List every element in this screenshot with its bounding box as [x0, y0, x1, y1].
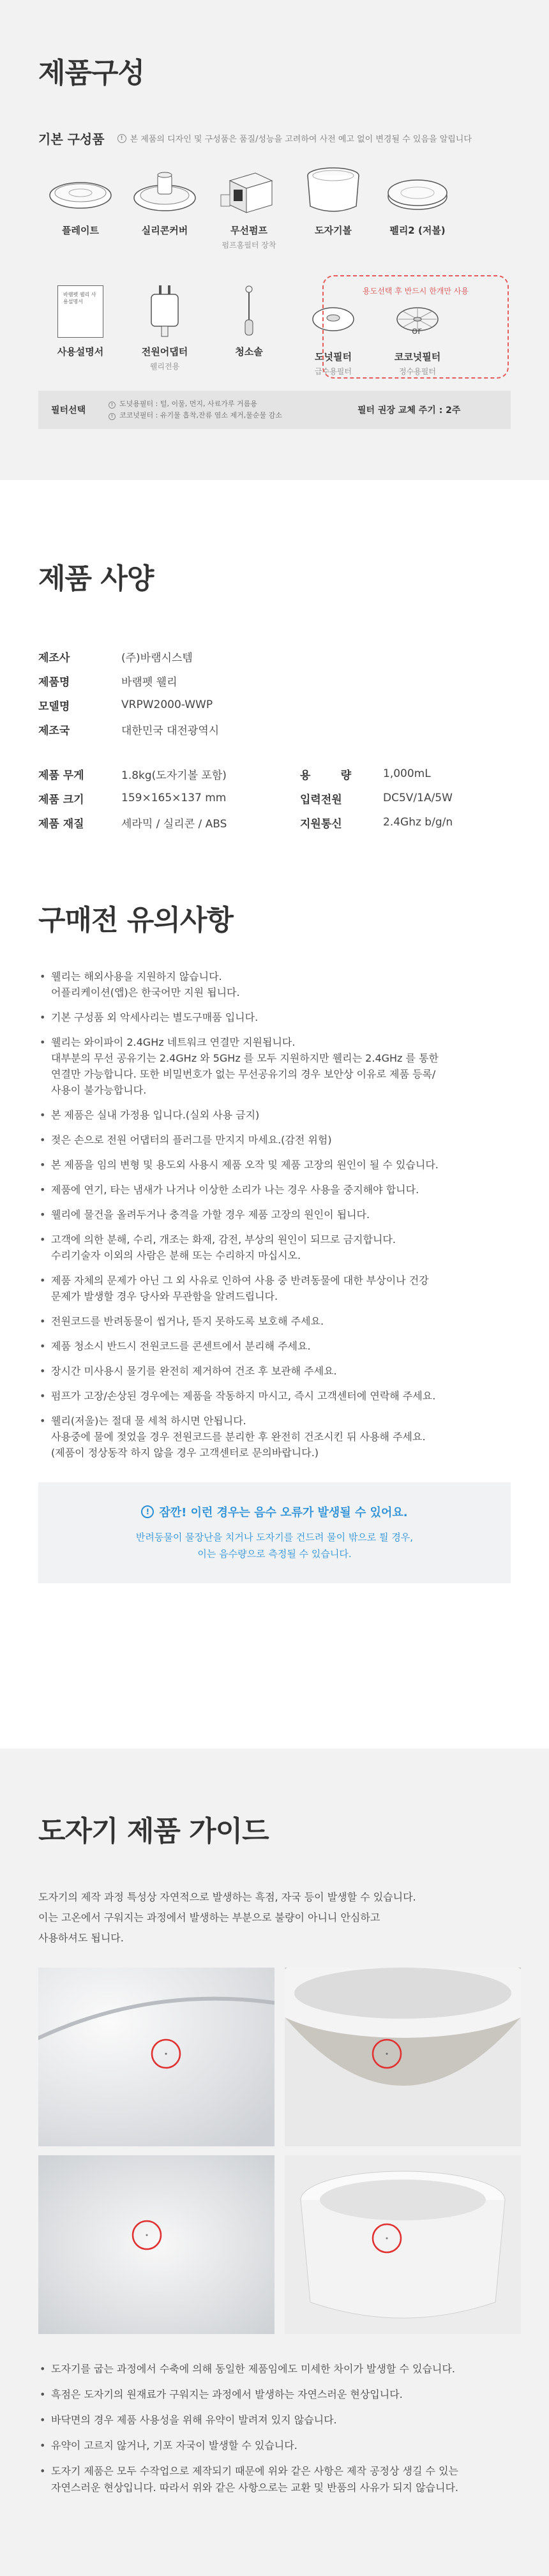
caution-alert-line: 이는 음수량으로 측정될 수 있습니다.: [197, 1548, 352, 1560]
spec-value: 바램펫 웰리: [121, 675, 177, 689]
alert-icon: !: [141, 1505, 154, 1518]
spec-value: 1,000mL: [383, 767, 431, 780]
spec-value: 2.4Ghz b/g/n: [383, 816, 453, 829]
caution-alert-title-text: 잠깐! 이런 경우는 음수 오류가 발생될 수 있어요.: [159, 1506, 408, 1519]
filter-selection-bar: [38, 391, 511, 429]
spec-row: [38, 762, 511, 786]
spec-value: 세라믹 / 실리콘 / ABS: [121, 817, 227, 831]
precaution-item: • 제품에 연기, 타는 냄새가 나거나 이상한 소리가 나는 경우 사용을 중지해야 합니다.: [38, 1182, 511, 1198]
spec-value: (주)바램시스템: [121, 651, 193, 665]
component-name: 무선펌프: [230, 225, 267, 236]
spec-title: 제품 사양: [38, 562, 154, 595]
composition-note-text: 본 제품의 디자인 및 구성품은 품질/성능을 고려하여 사전 예고 없이 변경될 수 있음을 알립니다: [130, 135, 472, 144]
filter-selection-label: 필터선택: [51, 405, 86, 416]
ceramic-guide-list: [38, 2361, 511, 2496]
spec-section: [0, 480, 549, 876]
spec-row: [38, 786, 511, 810]
spec-row: [38, 810, 511, 834]
spec-value: 159×165×137 mm: [121, 792, 227, 804]
plate-icon: [45, 160, 116, 221]
ceramic-guide-item: • 유약이 고르지 않거나, 기포 자국이 발생할 수 있습니다.: [38, 2437, 511, 2454]
precaution-item: • 제품 청소시 반드시 전원코드를 콘센트에서 분리해 주세요.: [38, 1338, 511, 1354]
filter-replacement-cycle: 필터 권장 교체 주기 : 2주: [357, 405, 461, 416]
composition-title: 제품구성: [38, 57, 145, 89]
ceramic-photo-2: [285, 1968, 521, 2146]
component-plate: [38, 160, 123, 250]
filter-note-donut-text: 도넛용필터 : 털, 이물, 먼지, 사료가루 거름용: [119, 400, 257, 408]
component-name: 실리콘커버: [141, 225, 188, 236]
component-silicone-cover: [123, 160, 207, 250]
caution-alert-line: 반려동물이 물장난을 치거나 도자기를 건드려 물이 밖으로 튈 경우,: [135, 1532, 414, 1543]
filter-choice-title: 용도선택 후 반드시 한개만 사용: [363, 287, 469, 296]
caution-alert-title: [141, 1503, 407, 1520]
precaution-item: • 전원코드를 반려동물이 씹거나, 뜯지 못하도록 보호해 주세요.: [38, 1313, 511, 1329]
info-icon: !: [109, 413, 116, 420]
caution-alert-text: [136, 1529, 413, 1562]
spec-value: DC5V/1A/5W: [383, 792, 453, 804]
component-name: 전원어댑터: [141, 346, 188, 358]
pump-icon: [217, 160, 281, 221]
manual-icon: [57, 281, 103, 342]
filter-note-coconut: [109, 410, 338, 421]
spec-key: 모델명: [38, 700, 70, 713]
component-name: 도넛필터: [315, 351, 352, 363]
ceramic-guide-section: [0, 1749, 549, 2576]
component-name: 도자기볼: [315, 225, 352, 236]
component-sub: 급수용필터: [315, 367, 352, 376]
basic-components-row: [38, 129, 511, 147]
filter-choice-box: [322, 275, 509, 379]
precaution-item: • 젖은 손으로 전원 어댑터의 플러그를 만지지 마세요.(감전 위험): [38, 1132, 511, 1148]
spec-table-detail: [38, 762, 511, 834]
ceramic-photo-grid: [38, 1968, 521, 2334]
brush-icon: [236, 281, 262, 342]
scale-icon: [382, 160, 453, 221]
silicone-cover-icon: [130, 160, 200, 221]
ceramic-guide-title: 도자기 제품 가이드: [38, 1815, 269, 1848]
precaution-item: • 본 제품은 실내 가정용 입니다.(실외 사용 금지): [38, 1107, 511, 1123]
precaution-item: • 제품 자체의 문제가 아닌 그 외 사유로 인하여 사용 중 반려동물에 대한 부상이나 건강 문제가 발생할 경우 당사와 무관함을 알려드립니다.: [38, 1272, 511, 1304]
components-row-1: [38, 160, 460, 250]
spec-key: 제조사: [38, 651, 70, 665]
manual-cover: 바램펫 웰리 사용설명서: [57, 285, 103, 338]
spec-value: VRPW2000-WWP: [121, 698, 213, 711]
spec-key: 입력전원: [300, 793, 342, 806]
component-manual: [38, 281, 123, 377]
ceramic-guide-item: • 흑점은 도자기의 원재료가 구워지는 과정에서 발생하는 자연스러운 현상입니다.: [38, 2386, 511, 2403]
component-name: 플레이트: [62, 225, 99, 236]
spec-key: 제품 무게: [38, 769, 84, 782]
spec-row: [38, 644, 511, 668]
ceramic-photo-4: [285, 2155, 521, 2334]
precaution-item: • 웰리(저울)는 절대 물 세척 하시면 안됩니다. 사용중에 물에 젖었을 경우 전원코드를 분리한 후 완전히 건조시킨 뒤 사용해 주세요. (제품이 정상동작 하지 않을 경우 고객센터로 문의바랍니다.): [38, 1413, 511, 1461]
filter-or: or: [412, 325, 422, 336]
spec-key: 제품 재질: [38, 817, 84, 831]
spec-table-basic: [38, 644, 511, 741]
ceramic-guide-intro: 도자기의 제작 과정 특성상 자연적으로 발생하는 흑점, 자국 등이 발생할 수 있습니다. 이는 고온에서 구워지는 과정에서 발생하는 부분으로 불량이 아니니 안심하고 사용하셔도 됩니다.: [38, 1891, 416, 1944]
precautions-section: [0, 876, 549, 1749]
adapter-icon: [142, 281, 187, 342]
precaution-item: • 기본 구성품 외 악세사리는 별도구매품 입니다.: [38, 1009, 511, 1025]
filter-selection-notes: [109, 398, 338, 421]
spec-value: 대한민국 대전광역시: [121, 724, 220, 737]
component-sub: 정수용필터: [399, 367, 436, 376]
composition-note: [117, 132, 472, 144]
precaution-item: • 웰리는 해외사용을 지원하지 않습니다. 어플리케이션(앱)은 한국어만 지원 됩니다.: [38, 968, 511, 1000]
spec-key: 제품 크기: [38, 793, 84, 806]
ceramic-guide-item: • 도자기를 굽는 과정에서 수축에 의해 동일한 제품임에도 미세한 차이가 발생할 수 있습니다.: [38, 2361, 511, 2377]
precautions-title: 구매전 유의사항: [38, 904, 233, 937]
component-name: 사용설명서: [57, 346, 104, 358]
spec-key: 용 량: [300, 769, 352, 782]
spec-value: 1.8kg(도자기볼 포함): [121, 769, 227, 782]
component-welly2-scale: [375, 160, 460, 250]
component-sub: 펌프홈필터 장착: [222, 241, 276, 250]
precaution-item: • 본 제품을 임의 변형 및 용도외 사용시 제품 오작 및 제품 고장의 원인이 될 수 있습니다.: [38, 1157, 511, 1173]
spec-row: [38, 693, 511, 717]
filter-note-donut: [109, 398, 338, 410]
info-icon: !: [117, 134, 126, 143]
precaution-item: • 웰리에 물건을 올려두거나 충격을 가할 경우 제품 고장의 원인이 됩니다.: [38, 1207, 511, 1223]
component-brush: [207, 281, 291, 377]
precaution-item: • 펌프가 고장/손상된 경우에는 제품을 작동하지 마시고, 즉시 고객센터에 연락해 주세요.: [38, 1388, 511, 1404]
component-wireless-pump: [207, 160, 291, 250]
spec-key: 제품명: [38, 675, 70, 689]
info-icon: !: [109, 402, 116, 409]
component-adapter: [123, 281, 207, 377]
spec-key: 제조국: [38, 724, 70, 737]
composition-section: [0, 0, 549, 480]
component-name: 펠리2 (저볼): [389, 225, 446, 236]
component-name: 코코넛필터: [394, 351, 441, 363]
bowl-icon: [301, 160, 365, 221]
precaution-item: • 고객에 의한 분해, 수리, 개조는 화재, 감전, 부상의 원인이 되므로 금지합니다. 수리기술자 이외의 사람은 분해 또는 수리하지 마십시오.: [38, 1232, 511, 1263]
spec-row: [38, 668, 511, 693]
ceramic-guide-item: • 바닥면의 경우 제품 사용성을 위해 유약이 발려져 있지 않습니다.: [38, 2412, 511, 2429]
ceramic-guide-item: • 도자기 제품은 모두 수작업으로 제작되기 때문에 위와 같은 사항은 제작 공정상 생길 수 있는 자연스러운 현상입니다. 따라서 위와 같은 사항으로는 교환 및 반품의 사유가 되지 않습니다.: [38, 2463, 511, 2496]
component-name: 청소솔: [235, 346, 263, 358]
precautions-list: [38, 968, 511, 1461]
ceramic-photo-3: [38, 2155, 274, 2334]
filter-note-coconut-text: 코코넛필터 : 유기물 흡착,잔류 염소 제거,물순물 감소: [119, 411, 282, 419]
spec-key: 지원통신: [300, 817, 342, 831]
component-sub: 웰리전용: [149, 362, 180, 371]
spec-row: [38, 717, 511, 741]
precaution-item: • 웰리는 와이파이 2.4GHz 네트워크 연결만 지원됩니다. 대부분의 무선 공유기는 2.4GHz 와 5GHz 를 모두 지원하지만 웰리는 2.4GHz 를 통한 연결만 가능합니다. 또한 비밀번호가 없는 무선공유기의 경우 보안상 이유로 제품 등록/ 사용이 불가능합니다.: [38, 1034, 511, 1098]
precaution-item: • 장시간 미사용시 물기를 완전히 제거하여 건조 후 보관해 주세요.: [38, 1363, 511, 1379]
ceramic-photo-1: [38, 1968, 274, 2146]
caution-alert-box: [38, 1482, 511, 1583]
component-ceramic-bowl: [291, 160, 375, 250]
basic-components-label: 기본 구성품: [38, 132, 105, 147]
